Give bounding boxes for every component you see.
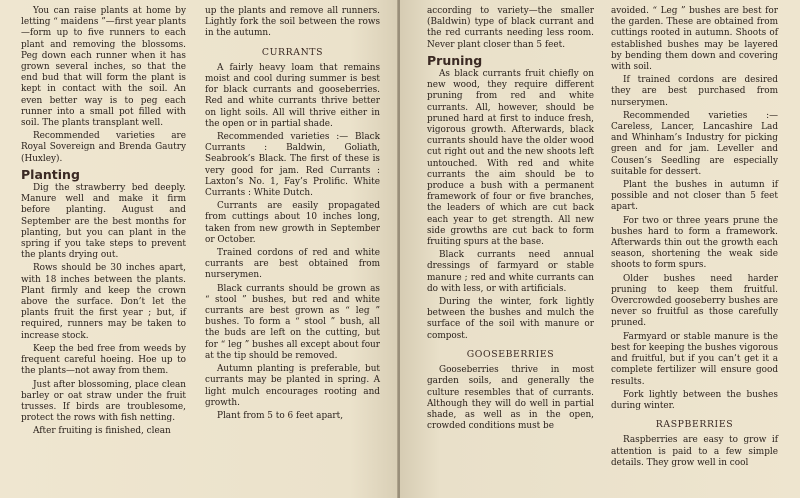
paragraph: Trained cordons of red and white currants are best obtained from nurserymen.: [205, 248, 380, 281]
paragraph: Plant the bushes in autumn if possible and not closer than 5 feet apart.: [611, 180, 778, 213]
column-1: [21, 6, 186, 440]
paragraph: Recommended varieties :— Black Currants : Baldwin, Goliath, Seabrook’s Black. The first of these is very good for jam. Red Currants : Laxton’s No. 1, Fay’s Prolific. White Currants : White Dutch.: [205, 132, 380, 199]
paragraph: As black currants fruit chiefly on new wood, they require different pruning from red and white currants. All, however, should be pruned hard at first to induce fresh, vigorous growth. Afterwards, black currants should have the older wood cut right out and the new shoots left untouched. With red and white currants the aim should be to produce a bush with a permanent framework of four or five branches, the leaders of which are cut back each year to get strength. All new side growths are cut back to form fruiting spurs at the base.: [427, 69, 594, 248]
paragraph: Autumn planting is preferable, but currants may be planted in spring. A light mulch encourages rooting and growth.: [205, 364, 380, 408]
paragraph: Dig the strawberry bed deeply. Manure well and make it firm before planting. August and September are the best months for planting, but you can plant in the spring if you take steps to prevent the plants drying out.: [21, 183, 186, 261]
paragraph: Farmyard or stable manure is the best for keeping the bushes vigorous and fruitful, but if you can’t get it a complete fertilizer will ensure good results.: [611, 331, 778, 387]
paragraph: During the winter, fork lightly between the bushes and mulch the surface of the soil with manure or compost.: [427, 297, 594, 341]
column-3: [427, 6, 594, 434]
paragraph: If trained cordons are desired they are best purchased from nurserymen.: [611, 75, 778, 108]
left-page: [0, 0, 398, 498]
section-heading-currants: CURRANTS: [261, 46, 324, 58]
paragraph: After fruiting is finished, clean: [33, 426, 171, 437]
paragraph: Gooseberries thrive in most garden soils, and generally the culture resembles that of currants. Although they will do well in partial shade, as well as in the open, crowded conditions must be: [427, 365, 594, 432]
paragraph: avoided. “ Leg ” bushes are best for the garden. These are obtained from cuttings rooted in autumn. Shoots of established bushes may be layered by bending them down and covering with soil.: [611, 6, 778, 73]
paragraph: You can raise plants at home by letting “ maidens ”—first year plants—form up to five runners to each plant and removing the blossoms. Peg down each runner when it has grown several inches, so that the end bud that will form the plant is kept in contact with the soil. An even better way is to peg each runner into a small pot filled with soil. The plants transplant well.: [21, 6, 186, 129]
paragraph: For two or three years prune the bushes hard to form a framework. Afterwards thin out the growth each season, shortening the weak side shoots to form spurs.: [611, 215, 778, 271]
right-page: [400, 0, 800, 498]
paragraph: Black currants need annual dressings of farmyard or stable manure ; red and white currants can do with less, or with artificials.: [427, 250, 594, 294]
paragraph: A fairly heavy loam that remains moist and cool during summer is best for black currants and gooseberries. Red and white currants thrive better on light soils. All will thrive either in the open or in partial shade.: [205, 62, 380, 129]
paragraph: Fork lightly between the bushes during winter.: [611, 389, 778, 411]
paragraph: Rows should be 30 inches apart, with 18 inches between the plants. Plant firmly and keep the crown above the surface. Don’t let the plants fruit the first year ; but, if required, runners may be taken to increase stock.: [21, 263, 186, 341]
section-heading-planting: Planting: [21, 166, 80, 182]
section-heading-gooseberries: GOOSEBERRIES: [466, 348, 555, 360]
paragraph: Raspberries are easy to grow if attention is paid to a few simple details. They grow well in cool: [611, 435, 778, 468]
section-heading-raspberries: RASPBERRIES: [655, 419, 734, 431]
column-2: [205, 6, 380, 424]
paragraph: Currants are easily propagated from cuttings about 10 inches long, taken from new growth in September or October.: [205, 201, 380, 245]
paragraph: Black currants should be grown as “ stool ” bushes, but red and white currants are best grown as “ leg ” bushes. To form a “ stool ” bush, all the buds are left on the cutting, but for “ leg ” bushes all except about four at the tip should be removed.: [205, 283, 380, 361]
paragraph: Recommended varieties :— Careless, Lancer, Lancashire Lad and Whinham’s Industry for picking green and for jam. Leveller and Cousen’s Seedling are especially suitable for dessert.: [611, 110, 778, 177]
section-heading-pruning: Pruning: [427, 52, 483, 68]
paragraph: Older bushes need harder pruning to keep them fruitful. Overcrowded gooseberry bushes are never so fruitful as those carefully pruned.: [611, 273, 778, 329]
paragraph: up the plants and remove all runners. Lightly fork the soil between the rows in the autumn.: [205, 6, 380, 39]
paragraph: according to variety—the smaller (Baldwin) type of black currant and the red currants needing less room. Never plant closer than 5 feet.: [427, 6, 594, 50]
paragraph: Just after blossoming, place clean barley or oat straw under the fruit trusses. If birds are troublesome, protect the rows with fish netting.: [21, 379, 186, 424]
paragraph: Keep the bed free from weeds by frequent careful hoeing. Hoe up to the plants—not away from them.: [21, 343, 186, 377]
paragraph: Plant from 5 to 6 feet apart,: [217, 410, 344, 421]
paragraph: Recommended varieties are Royal Sovereign and Brenda Gautry (Huxley).: [21, 131, 186, 164]
column-4: [611, 6, 778, 471]
